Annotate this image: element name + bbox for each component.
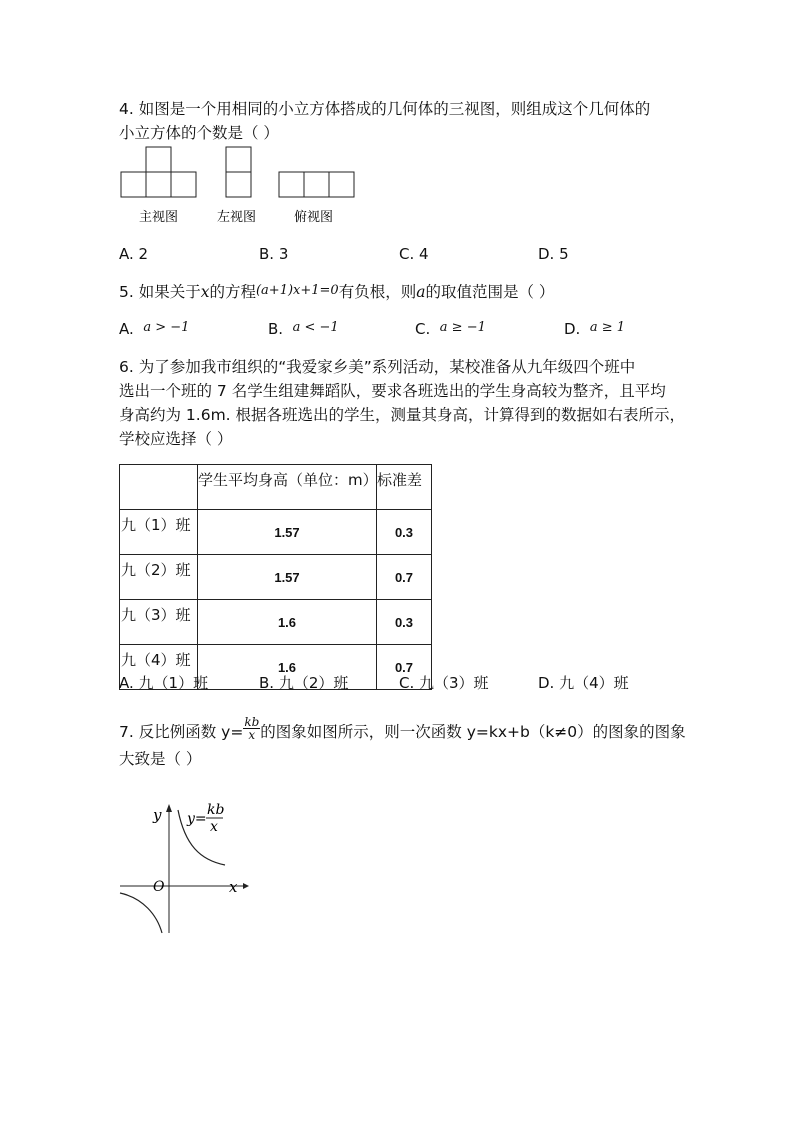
q7-prefix: 7. 反比例函数 y= [119,723,244,741]
table-cell-height: 1.57 [198,510,377,555]
q5-option-a: A. a > −1 [119,320,190,338]
q7-inverse-function-graph [115,790,255,940]
q5-equation: (a+1)x+1=0 [255,283,339,298]
q4-text-line2: 小立方体的个数是（ ） [119,124,279,142]
front-view-label: 主视图 [139,210,179,225]
table-header-row [120,465,432,510]
q4-option-c: C. 4 [399,245,429,263]
table-header-stddev: 标准差 [377,465,432,510]
q5-var-a: a [416,283,426,301]
q6-text-line2: 选出一个班的 7 名学生组建舞蹈队，要求各班选出的学生身高较为整齐，且平均 [119,382,666,400]
q7-text-line2: 大致是（ ） [119,750,202,768]
table-cell-stddev: 0.7 [377,555,432,600]
q6-text-line3: 身高约为 1.6m. 根据各班选出的学生，测量其身高，计算得到的数据如右表所示， [119,406,686,424]
table-cell-stddev: 0.3 [377,510,432,555]
curve-label: y= [187,811,207,827]
table-cell-height: 1.6 [198,600,377,645]
q5-end: 的取值范围是（ ） [425,283,555,301]
table-row [120,510,432,555]
q6-text-line1: 6. 为了参加我市组织的“我爱家乡美”系列活动，某校准备从九年级四个班中 [119,358,636,376]
q5-option-b-expr: a < −1 [292,320,339,335]
q5-option-d: D. a ≥ 1 [564,320,626,338]
table-header-empty [120,465,198,510]
left-view-label: 左视图 [217,210,257,225]
q5-option-b: B. a < −1 [268,320,339,338]
y-axis-label: y [153,806,162,824]
q6-option-a: A. 九（1）班 [119,674,209,692]
q5-option-c: C. a ≥ −1 [415,320,486,338]
x-axis-label: x [229,878,238,896]
table-header-height: 学生平均身高（单位：m） [198,465,377,510]
q7-frac-den: x [248,728,256,742]
top-view-label: 俯视图 [294,210,334,225]
q4-option-d: D. 5 [538,245,569,263]
table-cell-stddev: 0.3 [377,600,432,645]
table-cell-class: 九（2）班 [120,555,198,600]
q7-fraction [243,716,260,741]
table-row [120,555,432,600]
q5-after: 有负根，则 [338,283,417,301]
table-cell-stddev: 0.7 [377,645,432,690]
table-row [120,600,432,645]
q6-option-b: B. 九（2）班 [259,674,349,692]
q5-mid: 的方程 [209,283,256,301]
q4-option-b: B. 3 [259,245,289,263]
q4-three-views-figure [115,140,365,232]
q7-suffix: 的图象如图所示，则一次函数 y=kx+b（k≠0）的图象的图象 [260,723,686,741]
q6-data-table [119,464,432,690]
q4-option-a: A. 2 [119,245,149,263]
table-cell-class: 九（4）班 [120,645,198,690]
curve-frac-den: x [210,819,218,835]
curve-frac-num: kb [207,802,225,818]
q5-option-a-expr: a > −1 [143,320,190,335]
q7-frac-num: kb [244,715,260,729]
table-cell-height: 1.57 [198,555,377,600]
table-cell-class: 九（1）班 [120,510,198,555]
table-cell-height: 1.6 [198,645,377,690]
q5-text [119,280,554,306]
q6-option-d: D. 九（4）班 [538,674,629,692]
q5-option-d-expr: a ≥ 1 [589,320,626,335]
q4-text-line1: 4. 如图是一个用相同的小立方体搭成的几何体的三视图，则组成这个几何体的 [119,100,651,118]
q5-prefix: 5. 如果关于 [119,283,201,301]
q6-text-line4: 学校应选择（ ） [119,430,233,448]
q7-text-line1 [119,715,686,745]
origin-label: O [153,879,165,895]
q5-option-c-expr: a ≥ −1 [439,320,486,335]
table-cell-class: 九（3）班 [120,600,198,645]
q5-var-x: x [200,283,210,301]
q6-option-c: C. 九（3）班 [399,674,489,692]
